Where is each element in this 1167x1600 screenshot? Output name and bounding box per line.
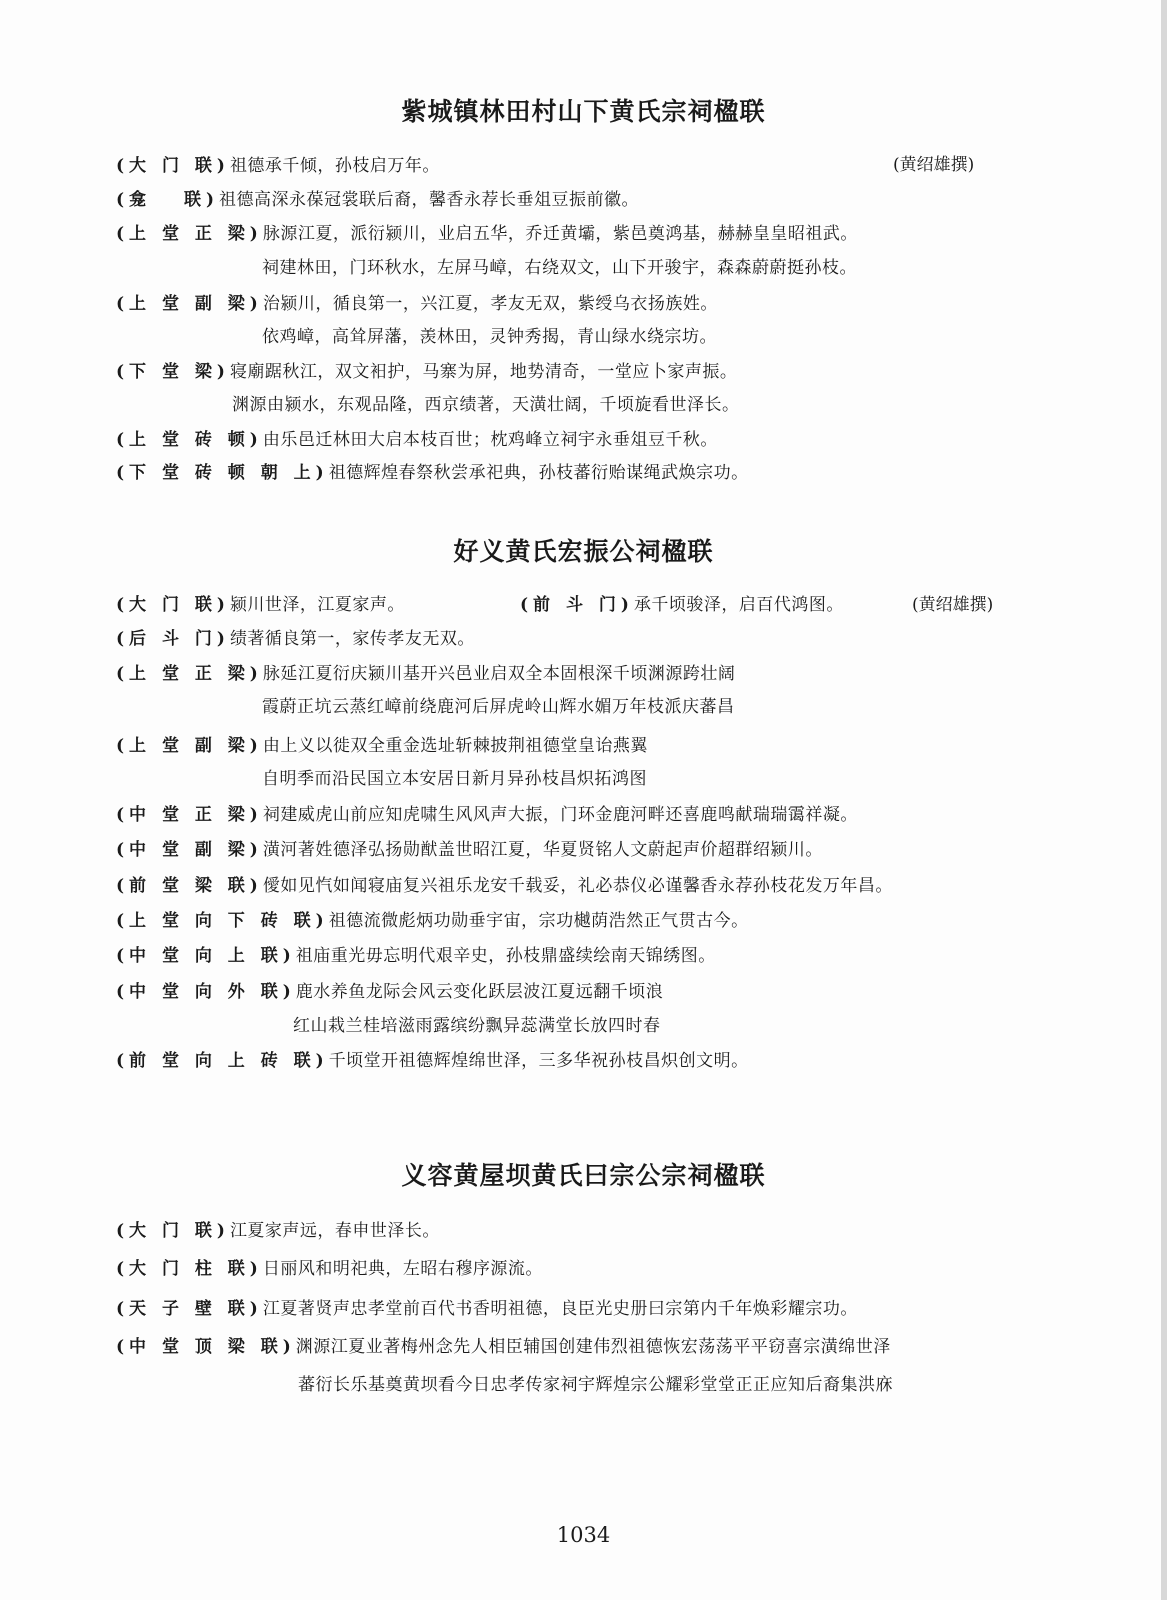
couplet-label: (上 堂 副 梁) bbox=[116, 736, 263, 756]
section-title: 紫城镇林田村山下黄氏宗祠楹联 bbox=[401, 97, 766, 126]
couplet-line bbox=[116, 590, 405, 615]
couplet-label: (上 堂 正 梁) bbox=[116, 664, 263, 684]
couplet-text: 僾如见忾如闻寝庙复兴祖乐龙安千载妥，礼必恭仪必谨馨香永荐孙枝花发万年昌。 bbox=[262, 876, 893, 896]
couplet-text: 千顷堂开祖德辉煌绵世泽，三多华祝孙枝昌炽创文明。 bbox=[328, 1051, 749, 1071]
couplet-text: 祠建威虎山前应知虎啸生风风声大振，门环金鹿河畔还喜鹿鸣献瑞瑞霭祥凝。 bbox=[262, 805, 858, 825]
page-number: 1034 bbox=[556, 1523, 611, 1547]
couplet-text: 绩著循良第一，家传孝友无双。 bbox=[229, 629, 475, 649]
couplet-label: (中 堂 副 梁) bbox=[116, 840, 263, 860]
couplet-line bbox=[116, 977, 663, 1002]
couplet-text: 江夏家声远，春申世泽长。 bbox=[229, 1221, 440, 1241]
couplet-line bbox=[116, 1332, 891, 1357]
couplet-text: 蕃衍长乐基奠黄坝看今日忠孝传家祠宇辉煌宗公耀彩堂堂正正应知后裔集洪庥 bbox=[298, 1375, 893, 1395]
couplet-text: 红山栽兰桂培滋雨露缤纷飘异蕊满堂长放四时春 bbox=[293, 1016, 661, 1036]
couplet-line bbox=[116, 906, 749, 931]
couplet-text: 祖德辉煌春祭秋尝承祀典，孙枝蕃衍贻谋绳武焕宗功。 bbox=[328, 463, 749, 483]
couplet-line bbox=[116, 871, 893, 896]
couplet-line bbox=[232, 390, 740, 415]
couplet-label: (中 堂 顶 梁 联) bbox=[116, 1337, 296, 1357]
couplet-label: (中 堂 向 上 联) bbox=[116, 946, 296, 966]
couplet-line bbox=[262, 322, 717, 347]
couplet-label: (龛 联) bbox=[116, 190, 220, 210]
couplet-text: 寝廟踞秋江，双文衵护，马寨为屏，地势清奇，一堂应卜家声振。 bbox=[229, 362, 738, 382]
couplet-label: (大 门 联) bbox=[116, 1221, 230, 1241]
couplet-label: (前 堂 梁 联) bbox=[116, 876, 263, 896]
couplet-text: 渊源江夏业著梅州念先人相臣辅国创建伟烈祖德恢宏荡荡平平窃喜宗潢绵世泽 bbox=[295, 1337, 891, 1357]
couplet-label: (上 堂 副 梁) bbox=[116, 294, 263, 314]
couplet-text: 祖德高深永葆冠裳联后裔，馨香永荐长垂俎豆振前徽。 bbox=[219, 190, 640, 210]
couplet-line bbox=[262, 253, 857, 278]
couplet-text: 承千顷骏泽，启百代鸿图。 bbox=[633, 595, 844, 615]
couplet-text: 治颍川，循良第一，兴江夏，孝友无双，紫绶乌衣扬族姓。 bbox=[262, 294, 718, 314]
couplet-text: 祖庙重光毋忘明代艰辛史，孙枝鼎盛续绘南天锦绣图。 bbox=[295, 946, 716, 966]
couplet-line bbox=[116, 624, 475, 649]
couplet-text: 祠建林田，门环秋水，左屏马嶂，右绕双文，山下开骏宇，森森蔚蔚挺孙枝。 bbox=[262, 258, 857, 278]
couplet-text: 祖德流微彪炳功勋垂宇宙，宗功樾荫浩然正气贯古今。 bbox=[328, 911, 749, 931]
couplet-line bbox=[116, 1046, 749, 1071]
couplet-label: (中 堂 向 外 联) bbox=[116, 982, 296, 1002]
couplet-text: 祖德承千倾，孙枝启万年。 bbox=[229, 156, 440, 176]
couplet-line bbox=[293, 1011, 661, 1036]
couplet-label: (上 堂 正 梁) bbox=[116, 224, 263, 244]
couplet-line bbox=[116, 1294, 858, 1319]
couplet-text: 由上义以徙双全重金选址斩棘披荆祖德堂皇诒燕翼 bbox=[262, 736, 648, 756]
couplet-line bbox=[298, 1370, 893, 1395]
couplet-label: (前 斗 门) bbox=[520, 595, 634, 615]
couplet-line bbox=[116, 185, 639, 210]
couplet-label: (前 堂 向 上 砖 联) bbox=[116, 1051, 329, 1071]
couplet-line bbox=[262, 764, 647, 789]
couplet-text: 鹿水养鱼龙际会风云变化跃层波江夏远翻千顷浪 bbox=[295, 982, 664, 1002]
couplet-text: 江夏著贤声忠孝堂前百代书香明祖德，良臣光史册曰宗第内千年焕彩耀宗功。 bbox=[262, 1299, 858, 1319]
author-credit: (黄绍雄撰) bbox=[893, 155, 975, 175]
couplet-line bbox=[116, 1216, 440, 1241]
couplet-text: 渊源由颍水，东观品隆，西京绩著，天潢壮阔，千顷旋看世泽长。 bbox=[232, 395, 740, 415]
couplet-text: 颍川世泽，江夏家声。 bbox=[229, 595, 405, 615]
couplet-text: 日丽风和明祀典，左昭右穆序源流。 bbox=[262, 1259, 543, 1279]
couplet-line bbox=[116, 458, 749, 483]
couplet-line bbox=[520, 590, 844, 615]
couplet-line bbox=[116, 151, 440, 176]
couplet-line bbox=[116, 941, 716, 966]
couplet-line bbox=[116, 659, 735, 684]
couplet-text: 自明季而沿民国立本安居日新月异孙枝昌炽拓鸿图 bbox=[262, 769, 647, 789]
couplet-line bbox=[116, 1254, 543, 1279]
couplet-label: (下 堂 梁) bbox=[116, 362, 230, 382]
couplet-text: 由乐邑迁林田大启本枝百世；枕鸡峰立祠宇永垂俎豆千秋。 bbox=[262, 430, 718, 450]
couplet-line bbox=[116, 835, 823, 860]
couplet-line bbox=[262, 692, 735, 717]
couplet-label: (下 堂 砖 顿 朝 上) bbox=[116, 463, 329, 483]
section-title: 好义黄氏宏振公祠楹联 bbox=[453, 537, 714, 566]
couplet-text: 潢河著姓德泽弘扬勋猷盖世昭江夏，华夏贤铭人文蔚起声价超群绍颍川。 bbox=[262, 840, 823, 860]
couplet-text: 霞蔚正坑云蒸红嶂前绕鹿河后屏虎岭山辉水媚万年枝派庆蕃昌 bbox=[262, 697, 735, 717]
couplet-label: (后 斗 门) bbox=[116, 629, 230, 649]
author-credit: (黄绍雄撰) bbox=[912, 595, 994, 615]
couplet-label: (大 门 柱 联) bbox=[116, 1259, 263, 1279]
couplet-line bbox=[116, 425, 718, 450]
scan-edge bbox=[1161, 0, 1167, 1600]
couplet-label: (天 子 壁 联) bbox=[116, 1299, 263, 1319]
couplet-label: (大 门 联) bbox=[116, 156, 230, 176]
couplet-text: 依鸡嶂，高耸屏藩，羡林田，灵钟秀揭，青山绿水绕宗坊。 bbox=[262, 327, 717, 347]
couplet-label: (上 堂 砖 顿) bbox=[116, 430, 263, 450]
couplet-text: 脉源江夏，派衍颍川，业启五华，乔迁黄壩，紫邑奠鸿基，赫赫皇皇昭祖武。 bbox=[262, 224, 858, 244]
couplet-label: (大 门 联) bbox=[116, 595, 230, 615]
section-title: 义容黄屋坝黄氏曰宗公宗祠楹联 bbox=[401, 1161, 766, 1190]
couplet-text: 脉延江夏衍庆颍川基开兴邑业启双全本固根深千顷渊源跨壮阔 bbox=[262, 664, 736, 684]
couplet-line bbox=[116, 357, 737, 382]
couplet-label: (上 堂 向 下 砖 联) bbox=[116, 911, 329, 931]
couplet-line bbox=[116, 800, 858, 825]
couplet-label: (中 堂 正 梁) bbox=[116, 805, 263, 825]
couplet-line bbox=[116, 219, 858, 244]
couplet-line bbox=[116, 289, 718, 314]
couplet-line bbox=[116, 731, 648, 756]
